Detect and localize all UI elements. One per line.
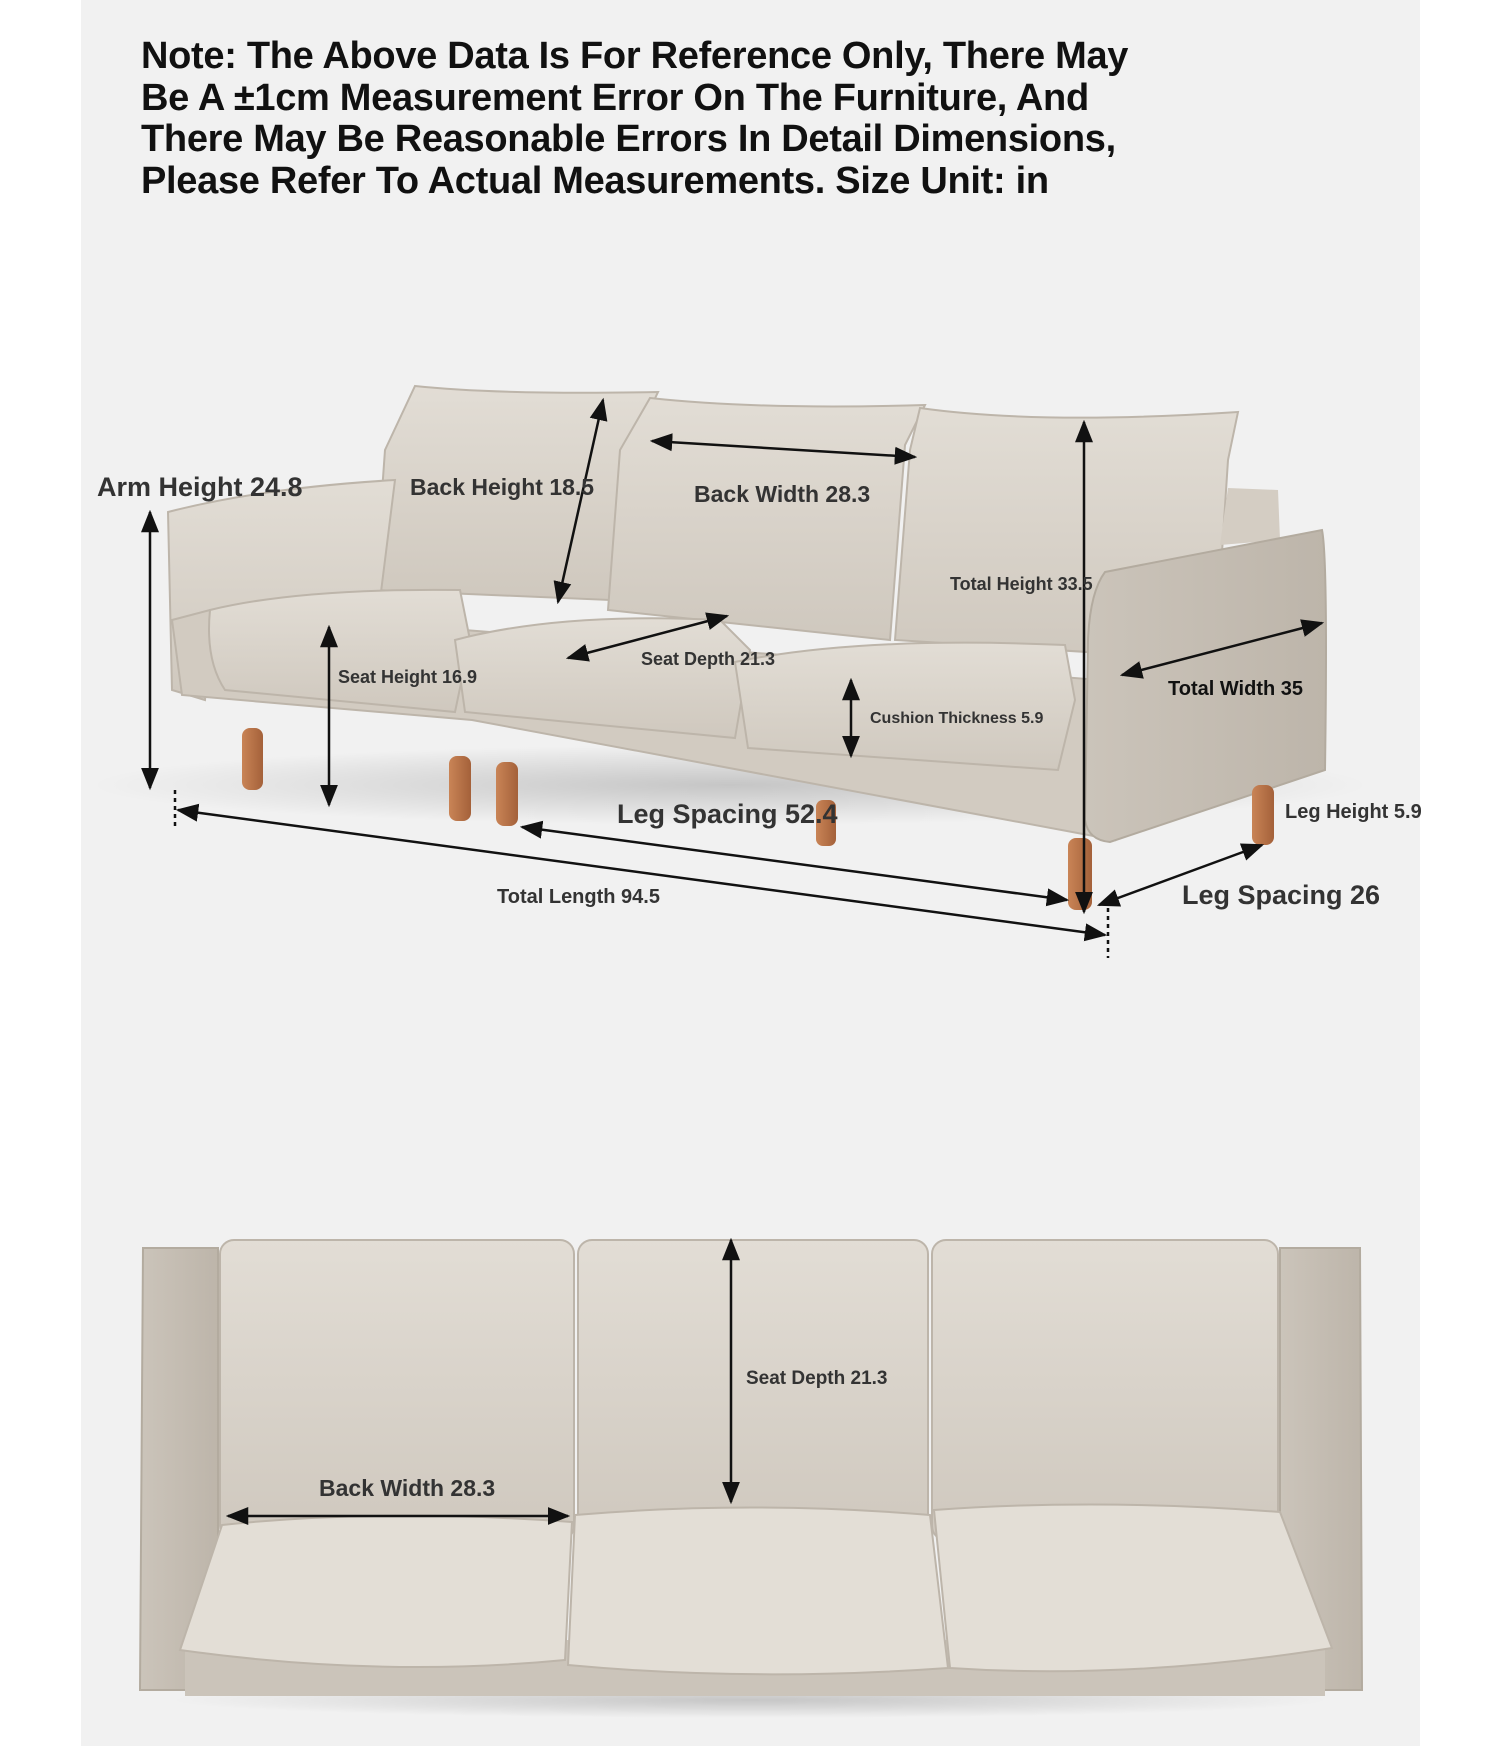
label-leg-spacing-long: Leg Spacing 52.4 [617,799,838,829]
back-panel-right [932,1240,1278,1540]
label-top-back-width: Back Width 28.3 [319,1475,496,1501]
leg [1068,838,1092,910]
label-back-height: Back Height 18.5 [410,474,595,500]
label-arm-height: Arm Height 24.8 [97,472,303,502]
leg [496,762,518,826]
back-cushion-middle [608,398,925,640]
label-seat-depth: Seat Depth 21.3 [641,649,776,669]
leg [242,728,263,790]
leg [1252,785,1274,845]
label-leg-spacing-short: Leg Spacing 26 [1182,880,1381,910]
top-seat-cushion-middle [568,1508,948,1675]
label-back-width: Back Width 28.3 [694,481,871,507]
top-seat-cushion-right [934,1504,1332,1671]
back-panel-middle [578,1240,928,1540]
seat-cushion-right [735,643,1075,770]
label-total-width: Total Width 35 [1168,678,1303,700]
label-total-height: Total Height 33.5 [950,574,1093,594]
top-seat-cushion-left [180,1516,572,1667]
label-cushion-thickness: Cushion Thickness 5.9 [870,710,1044,727]
label-leg-height: Leg Height 5.9 [1285,801,1422,823]
sofa-side-view [90,386,1370,910]
reference-note: Note: The Above Data Is For Reference Only, There May Be A ±1cm Measurement Error On The Furniture, And There May Be Reasonable Errors In Detail Dimensions, Please Refer To Actual Measurements. Size Unit: in [141,35,1129,202]
label-seat-height: Seat Height 16.9 [338,667,478,687]
label-total-length: Total Length 94.5 [497,886,660,908]
far-arm [1220,488,1280,545]
label-top-seat-depth: Seat Depth 21.3 [746,1368,888,1389]
leg [449,756,471,821]
